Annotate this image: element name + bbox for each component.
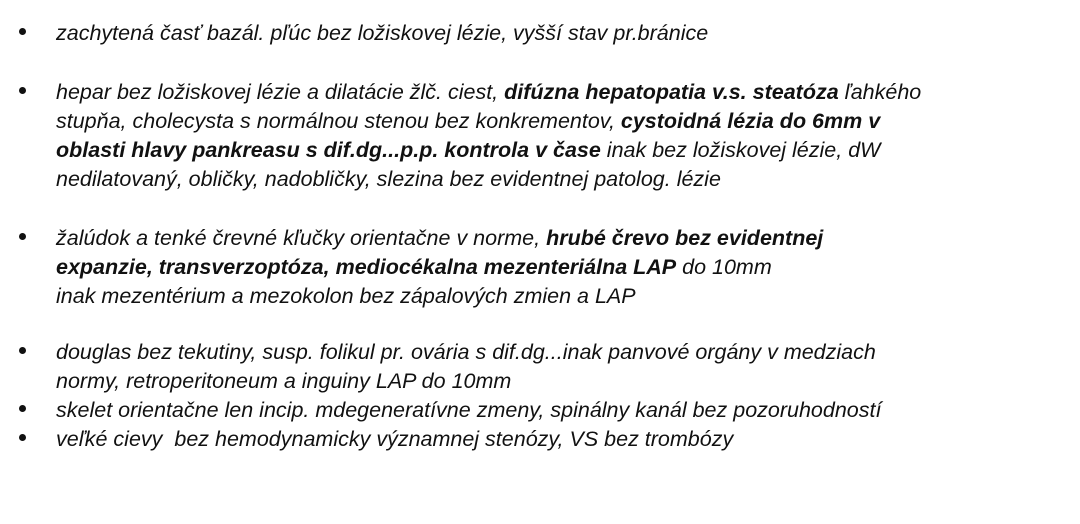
bullet-icon xyxy=(19,347,26,354)
text-line: zachytená časť bazál. pľúc bez ložiskovej lézie, vyšší stav pr.bránice xyxy=(56,21,709,45)
bullet-icon xyxy=(19,434,26,441)
text-line: hepar bez ložiskovej lézie a dilatácie žlč. ciest, difúzna hepatopatia v.s. steatóza ľahkého xyxy=(56,80,922,104)
text-line: veľké cievy bez hemodynamicky významnej stenózy, VS bez trombózy xyxy=(56,427,734,451)
bullet-icon xyxy=(19,87,26,94)
text-line: normy, retroperitoneum a inguiny LAP do 10mm xyxy=(56,369,512,393)
bullet-icon xyxy=(19,28,26,35)
text-line: expanzie, transverzoptóza, mediocékalna mezenteriálna LAP do 10mm xyxy=(56,255,772,279)
bullet-icon xyxy=(19,233,26,240)
finding-text xyxy=(56,338,1066,396)
text-line: skelet orientačne len incip. mdegeneratívne zmeny, spinálny kanál bez pozoruhodností xyxy=(56,398,882,422)
text-line: stupňa, cholecysta s normálnou stenou bez konkrementov, cystoidná lézia do 6mm v xyxy=(56,109,881,133)
text-line: nedilatovaný, obličky, nadobličky, slezina bez evidentnej patolog. lézie xyxy=(56,167,721,191)
bullet-icon xyxy=(19,405,26,412)
finding-text xyxy=(56,396,1066,425)
text-line: inak mezentérium a mezokolon bez zápalových zmien a LAP xyxy=(56,284,636,308)
finding-text xyxy=(56,78,1066,194)
finding-text xyxy=(56,224,1066,311)
text-line: oblasti hlavy pankreasu s dif.dg...p.p. kontrola v čase inak bez ložiskovej lézie, dW xyxy=(56,138,881,162)
finding-text xyxy=(56,19,1066,48)
finding-text xyxy=(56,425,1066,454)
text-line: žalúdok a tenké črevné kľučky orientačne v norme, hrubé črevo bez evidentnej xyxy=(56,226,824,250)
text-line: douglas bez tekutiny, susp. folikul pr. ovária s dif.dg...inak panvové orgány v medziach xyxy=(56,340,876,364)
